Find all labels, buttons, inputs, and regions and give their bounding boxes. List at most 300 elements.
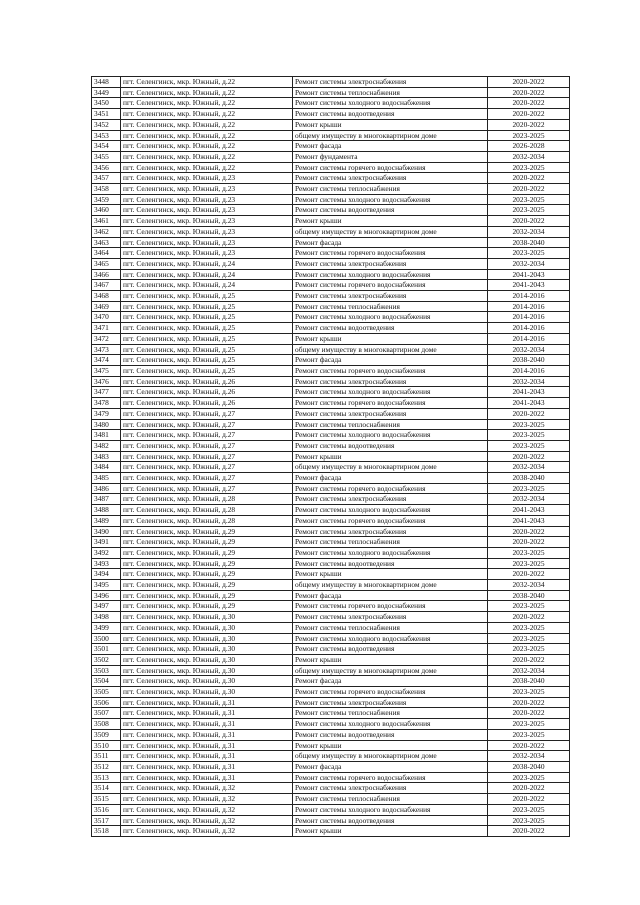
work-type-cell: Ремонт крыши (293, 119, 488, 130)
period-cell: 2014-2016 (488, 291, 570, 302)
period-cell: 2026-2028 (488, 141, 570, 152)
table-row (92, 794, 570, 805)
period-cell: 2023-2025 (488, 430, 570, 441)
address-cell: пгт. Селенгинск, мкр. Южный, д.25 (121, 301, 293, 312)
table-row (92, 762, 570, 773)
period-cell: 2020-2022 (488, 216, 570, 227)
table-row (92, 151, 570, 162)
period-cell: 2023-2025 (488, 622, 570, 633)
period-cell: 2020-2022 (488, 537, 570, 548)
period-cell: 2032-2034 (488, 751, 570, 762)
table-row (92, 194, 570, 205)
table-row (92, 783, 570, 794)
row-number: 3485 (92, 473, 121, 484)
row-number: 3498 (92, 612, 121, 623)
row-number: 3480 (92, 419, 121, 430)
work-type-cell: Ремонт системы теплоснабжения (293, 87, 488, 98)
period-cell: 2032-2034 (488, 151, 570, 162)
table-row (92, 323, 570, 334)
work-type-cell: Ремонт системы холодного водоснабжения (293, 387, 488, 398)
row-number: 3469 (92, 301, 121, 312)
row-number: 3486 (92, 483, 121, 494)
table-row (92, 654, 570, 665)
table-row (92, 301, 570, 312)
table-row (92, 612, 570, 623)
work-type-cell: Ремонт фасада (293, 237, 488, 248)
work-type-cell: Ремонт системы водоотведения (293, 644, 488, 655)
work-type-cell: Ремонт системы теплоснабжения (293, 301, 488, 312)
row-number: 3513 (92, 772, 121, 783)
table-row (92, 697, 570, 708)
period-cell: 2020-2022 (488, 451, 570, 462)
work-type-cell: Ремонт системы электроснабжения (293, 494, 488, 505)
table-row (92, 451, 570, 462)
work-type-cell: Ремонт фасада (293, 355, 488, 366)
row-number: 3473 (92, 344, 121, 355)
table-row (92, 547, 570, 558)
address-cell: пгт. Селенгинск, мкр. Южный, д.31 (121, 762, 293, 773)
work-type-cell: Ремонт системы электроснабжения (293, 612, 488, 623)
address-cell: пгт. Селенгинск, мкр. Южный, д.30 (121, 622, 293, 633)
address-cell: пгт. Селенгинск, мкр. Южный, д.28 (121, 494, 293, 505)
row-number: 3517 (92, 815, 121, 826)
work-type-cell: Ремонт системы водоотведения (293, 440, 488, 451)
address-cell: пгт. Селенгинск, мкр. Южный, д.29 (121, 526, 293, 537)
row-number: 3509 (92, 729, 121, 740)
row-number: 3512 (92, 762, 121, 773)
period-cell: 2020-2022 (488, 109, 570, 120)
table-body (92, 77, 570, 837)
table-row (92, 665, 570, 676)
table-row (92, 98, 570, 109)
table-row (92, 333, 570, 344)
row-number: 3471 (92, 323, 121, 334)
row-number: 3478 (92, 398, 121, 409)
period-cell: 2023-2025 (488, 772, 570, 783)
table-row (92, 644, 570, 655)
address-cell: пгт. Селенгинск, мкр. Южный, д.31 (121, 708, 293, 719)
address-cell: пгт. Селенгинск, мкр. Южный, д.27 (121, 419, 293, 430)
period-cell: 2032-2034 (488, 226, 570, 237)
work-type-cell: общему имуществу в многоквартирном доме (293, 226, 488, 237)
work-type-cell: Ремонт системы холодного водоснабжения (293, 98, 488, 109)
table-row (92, 162, 570, 173)
work-type-cell: Ремонт системы электроснабжения (293, 526, 488, 537)
period-cell: 2020-2022 (488, 740, 570, 751)
address-cell: пгт. Селенгинск, мкр. Южный, д.32 (121, 794, 293, 805)
period-cell: 2032-2034 (488, 462, 570, 473)
period-cell: 2023-2025 (488, 194, 570, 205)
table-row (92, 216, 570, 227)
period-cell: 2020-2022 (488, 697, 570, 708)
period-cell: 2014-2016 (488, 365, 570, 376)
row-number: 3496 (92, 590, 121, 601)
period-cell: 2020-2022 (488, 826, 570, 837)
period-cell: 2041-2043 (488, 387, 570, 398)
work-type-cell: Ремонт системы горячего водоснабжения (293, 248, 488, 259)
address-cell: пгт. Селенгинск, мкр. Южный, д.22 (121, 141, 293, 152)
row-number: 3514 (92, 783, 121, 794)
row-number: 3460 (92, 205, 121, 216)
address-cell: пгт. Селенгинск, мкр. Южный, д.30 (121, 676, 293, 687)
period-cell: 2023-2025 (488, 483, 570, 494)
row-number: 3487 (92, 494, 121, 505)
address-cell: пгт. Селенгинск, мкр. Южный, д.27 (121, 451, 293, 462)
row-number: 3449 (92, 87, 121, 98)
address-cell: пгт. Селенгинск, мкр. Южный, д.30 (121, 633, 293, 644)
work-type-cell: Ремонт системы холодного водоснабжения (293, 719, 488, 730)
period-cell: 2020-2022 (488, 794, 570, 805)
row-number: 3457 (92, 173, 121, 184)
period-cell: 2023-2025 (488, 419, 570, 430)
work-type-cell: Ремонт системы теплоснабжения (293, 419, 488, 430)
table-row (92, 676, 570, 687)
row-number: 3467 (92, 280, 121, 291)
table-row (92, 398, 570, 409)
address-cell: пгт. Селенгинск, мкр. Южный, д.23 (121, 194, 293, 205)
work-type-cell: Ремонт системы горячего водоснабжения (293, 515, 488, 526)
period-cell: 2020-2022 (488, 526, 570, 537)
table-row (92, 141, 570, 152)
table-row (92, 87, 570, 98)
work-type-cell: Ремонт системы теплоснабжения (293, 537, 488, 548)
table-row (92, 473, 570, 484)
work-type-cell: Ремонт системы водоотведения (293, 729, 488, 740)
period-cell: 2032-2034 (488, 344, 570, 355)
work-type-cell: общему имуществу в многоквартирном доме (293, 665, 488, 676)
work-type-cell: общему имуществу в многоквартирном доме (293, 462, 488, 473)
period-cell: 2038-2040 (488, 355, 570, 366)
period-cell: 2038-2040 (488, 676, 570, 687)
table-row (92, 687, 570, 698)
period-cell: 2032-2034 (488, 376, 570, 387)
period-cell: 2020-2022 (488, 783, 570, 794)
table-row (92, 772, 570, 783)
address-cell: пгт. Селенгинск, мкр. Южный, д.24 (121, 258, 293, 269)
table-row (92, 355, 570, 366)
row-number: 3455 (92, 151, 121, 162)
work-type-cell: Ремонт крыши (293, 654, 488, 665)
row-number: 3451 (92, 109, 121, 120)
row-number: 3516 (92, 804, 121, 815)
period-cell: 2023-2025 (488, 687, 570, 698)
work-type-cell: Ремонт системы горячего водоснабжения (293, 365, 488, 376)
work-type-cell: Ремонт системы холодного водоснабжения (293, 804, 488, 815)
address-cell: пгт. Селенгинск, мкр. Южный, д.31 (121, 740, 293, 751)
table-row (92, 622, 570, 633)
address-cell: пгт. Селенгинск, мкр. Южный, д.31 (121, 729, 293, 740)
work-type-cell: Ремонт системы холодного водоснабжения (293, 547, 488, 558)
period-cell: 2023-2025 (488, 440, 570, 451)
table-row (92, 376, 570, 387)
period-cell: 2020-2022 (488, 87, 570, 98)
row-number: 3500 (92, 633, 121, 644)
address-cell: пгт. Селенгинск, мкр. Южный, д.28 (121, 505, 293, 516)
table-row (92, 387, 570, 398)
row-number: 3476 (92, 376, 121, 387)
period-cell: 2023-2025 (488, 804, 570, 815)
table-row (92, 205, 570, 216)
address-cell: пгт. Селенгинск, мкр. Южный, д.23 (121, 226, 293, 237)
period-cell: 2032-2034 (488, 494, 570, 505)
address-cell: пгт. Селенгинск, мкр. Южный, д.29 (121, 537, 293, 548)
table-row (92, 580, 570, 591)
table-row (92, 719, 570, 730)
period-cell: 2032-2034 (488, 665, 570, 676)
table-row (92, 269, 570, 280)
work-type-cell: Ремонт системы холодного водоснабжения (293, 430, 488, 441)
table-row (92, 440, 570, 451)
table-row (92, 408, 570, 419)
row-number: 3474 (92, 355, 121, 366)
row-number: 3468 (92, 291, 121, 302)
period-cell: 2038-2040 (488, 473, 570, 484)
table-row (92, 184, 570, 195)
row-number: 3508 (92, 719, 121, 730)
address-cell: пгт. Селенгинск, мкр. Южный, д.32 (121, 815, 293, 826)
period-cell: 2023-2025 (488, 729, 570, 740)
table-row (92, 291, 570, 302)
table-row (92, 740, 570, 751)
row-number: 3462 (92, 226, 121, 237)
table-row (92, 569, 570, 580)
table-row (92, 77, 570, 88)
row-number: 3448 (92, 77, 121, 88)
work-type-cell: Ремонт фасада (293, 762, 488, 773)
period-cell: 2014-2016 (488, 301, 570, 312)
work-type-cell: Ремонт системы электроснабжения (293, 408, 488, 419)
table-row (92, 601, 570, 612)
address-cell: пгт. Селенгинск, мкр. Южный, д.27 (121, 473, 293, 484)
address-cell: пгт. Селенгинск, мкр. Южный, д.29 (121, 569, 293, 580)
period-cell: 2023-2025 (488, 130, 570, 141)
address-cell: пгт. Селенгинск, мкр. Южный, д.23 (121, 184, 293, 195)
row-number: 3475 (92, 365, 121, 376)
row-number: 3466 (92, 269, 121, 280)
address-cell: пгт. Селенгинск, мкр. Южный, д.25 (121, 365, 293, 376)
table-row (92, 237, 570, 248)
repair-schedule-table (91, 76, 570, 837)
table-row (92, 826, 570, 837)
work-type-cell: Ремонт крыши (293, 826, 488, 837)
row-number: 3470 (92, 312, 121, 323)
address-cell: пгт. Селенгинск, мкр. Южный, д.25 (121, 333, 293, 344)
table-row (92, 804, 570, 815)
address-cell: пгт. Селенгинск, мкр. Южный, д.32 (121, 826, 293, 837)
address-cell: пгт. Селенгинск, мкр. Южный, д.23 (121, 216, 293, 227)
address-cell: пгт. Селенгинск, мкр. Южный, д.24 (121, 280, 293, 291)
row-number: 3502 (92, 654, 121, 665)
row-number: 3479 (92, 408, 121, 419)
address-cell: пгт. Селенгинск, мкр. Южный, д.22 (121, 162, 293, 173)
address-cell: пгт. Селенгинск, мкр. Южный, д.22 (121, 109, 293, 120)
row-number: 3491 (92, 537, 121, 548)
period-cell: 2020-2022 (488, 708, 570, 719)
work-type-cell: Ремонт системы водоотведения (293, 558, 488, 569)
row-number: 3464 (92, 248, 121, 259)
row-number: 3501 (92, 644, 121, 655)
work-type-cell: Ремонт системы холодного водоснабжения (293, 505, 488, 516)
period-cell: 2020-2022 (488, 77, 570, 88)
work-type-cell: Ремонт системы электроснабжения (293, 173, 488, 184)
work-type-cell: Ремонт системы холодного водоснабжения (293, 269, 488, 280)
table-row (92, 280, 570, 291)
work-type-cell: Ремонт крыши (293, 740, 488, 751)
row-number: 3492 (92, 547, 121, 558)
table-row (92, 109, 570, 120)
row-number: 3454 (92, 141, 121, 152)
address-cell: пгт. Селенгинск, мкр. Южный, д.22 (121, 77, 293, 88)
address-cell: пгт. Селенгинск, мкр. Южный, д.23 (121, 173, 293, 184)
period-cell: 2020-2022 (488, 408, 570, 419)
row-number: 3458 (92, 184, 121, 195)
row-number: 3494 (92, 569, 121, 580)
table-row (92, 537, 570, 548)
period-cell: 2020-2022 (488, 612, 570, 623)
row-number: 3452 (92, 119, 121, 130)
row-number: 3484 (92, 462, 121, 473)
address-cell: пгт. Селенгинск, мкр. Южный, д.26 (121, 398, 293, 409)
period-cell: 2041-2043 (488, 280, 570, 291)
address-cell: пгт. Селенгинск, мкр. Южный, д.27 (121, 408, 293, 419)
address-cell: пгт. Селенгинск, мкр. Южный, д.25 (121, 312, 293, 323)
period-cell: 2023-2025 (488, 205, 570, 216)
address-cell: пгт. Селенгинск, мкр. Южный, д.28 (121, 515, 293, 526)
work-type-cell: Ремонт системы водоотведения (293, 815, 488, 826)
period-cell: 2023-2025 (488, 644, 570, 655)
row-number: 3515 (92, 794, 121, 805)
table-row (92, 494, 570, 505)
address-cell: пгт. Селенгинск, мкр. Южный, д.29 (121, 547, 293, 558)
period-cell: 2014-2016 (488, 333, 570, 344)
row-number: 3483 (92, 451, 121, 462)
period-cell: 2020-2022 (488, 654, 570, 665)
period-cell: 2020-2022 (488, 173, 570, 184)
work-type-cell: Ремонт крыши (293, 333, 488, 344)
work-type-cell: Ремонт системы электроснабжения (293, 77, 488, 88)
period-cell: 2023-2025 (488, 558, 570, 569)
address-cell: пгт. Селенгинск, мкр. Южный, д.29 (121, 558, 293, 569)
work-type-cell: Ремонт фасада (293, 473, 488, 484)
address-cell: пгт. Селенгинск, мкр. Южный, д.22 (121, 119, 293, 130)
table-row (92, 173, 570, 184)
row-number: 3497 (92, 601, 121, 612)
table-row (92, 815, 570, 826)
table-row (92, 558, 570, 569)
work-type-cell: Ремонт фасада (293, 590, 488, 601)
work-type-cell: Ремонт системы теплоснабжения (293, 794, 488, 805)
address-cell: пгт. Селенгинск, мкр. Южный, д.31 (121, 772, 293, 783)
period-cell: 2041-2043 (488, 398, 570, 409)
work-type-cell: Ремонт системы электроснабжения (293, 783, 488, 794)
row-number: 3499 (92, 622, 121, 633)
period-cell: 2032-2034 (488, 580, 570, 591)
address-cell: пгт. Селенгинск, мкр. Южный, д.29 (121, 580, 293, 591)
row-number: 3488 (92, 505, 121, 516)
work-type-cell: Ремонт системы электроснабжения (293, 376, 488, 387)
address-cell: пгт. Селенгинск, мкр. Южный, д.32 (121, 804, 293, 815)
period-cell: 2023-2025 (488, 633, 570, 644)
period-cell: 2038-2040 (488, 590, 570, 601)
period-cell: 2023-2025 (488, 162, 570, 173)
period-cell: 2014-2016 (488, 312, 570, 323)
period-cell: 2038-2040 (488, 237, 570, 248)
work-type-cell: Ремонт фасада (293, 676, 488, 687)
work-type-cell: Ремонт системы горячего водоснабжения (293, 483, 488, 494)
row-number: 3472 (92, 333, 121, 344)
work-type-cell: общему имуществу в многоквартирном доме (293, 580, 488, 591)
table-row (92, 226, 570, 237)
row-number: 3493 (92, 558, 121, 569)
work-type-cell: общему имуществу в многоквартирном доме (293, 130, 488, 141)
table-row (92, 462, 570, 473)
address-cell: пгт. Селенгинск, мкр. Южный, д.31 (121, 751, 293, 762)
address-cell: пгт. Селенгинск, мкр. Южный, д.23 (121, 237, 293, 248)
row-number: 3506 (92, 697, 121, 708)
work-type-cell: Ремонт системы горячего водоснабжения (293, 398, 488, 409)
row-number: 3459 (92, 194, 121, 205)
work-type-cell: Ремонт системы горячего водоснабжения (293, 772, 488, 783)
row-number: 3463 (92, 237, 121, 248)
work-type-cell: Ремонт системы холодного водоснабжения (293, 312, 488, 323)
table-row (92, 430, 570, 441)
table-row (92, 312, 570, 323)
address-cell: пгт. Селенгинск, мкр. Южный, д.31 (121, 719, 293, 730)
row-number: 3507 (92, 708, 121, 719)
period-cell: 2032-2034 (488, 258, 570, 269)
table-row (92, 258, 570, 269)
address-cell: пгт. Селенгинск, мкр. Южный, д.30 (121, 612, 293, 623)
work-type-cell: Ремонт системы электроснабжения (293, 258, 488, 269)
address-cell: пгт. Селенгинск, мкр. Южный, д.29 (121, 601, 293, 612)
address-cell: пгт. Селенгинск, мкр. Южный, д.30 (121, 665, 293, 676)
work-type-cell: Ремонт системы водоотведения (293, 323, 488, 334)
address-cell: пгт. Селенгинск, мкр. Южный, д.29 (121, 590, 293, 601)
address-cell: пгт. Селенгинск, мкр. Южный, д.30 (121, 644, 293, 655)
work-type-cell: Ремонт системы горячего водоснабжения (293, 162, 488, 173)
work-type-cell: Ремонт системы электроснабжения (293, 291, 488, 302)
address-cell: пгт. Селенгинск, мкр. Южный, д.22 (121, 151, 293, 162)
address-cell: пгт. Селенгинск, мкр. Южный, д.27 (121, 430, 293, 441)
period-cell: 2023-2025 (488, 719, 570, 730)
period-cell: 2041-2043 (488, 515, 570, 526)
work-type-cell: Ремонт фундамента (293, 151, 488, 162)
work-type-cell: Ремонт системы электроснабжения (293, 697, 488, 708)
address-cell: пгт. Селенгинск, мкр. Южный, д.30 (121, 687, 293, 698)
address-cell: пгт. Селенгинск, мкр. Южный, д.26 (121, 376, 293, 387)
address-cell: пгт. Селенгинск, мкр. Южный, д.24 (121, 269, 293, 280)
work-type-cell: Ремонт системы водоотведения (293, 205, 488, 216)
table-row (92, 365, 570, 376)
address-cell: пгт. Селенгинск, мкр. Южный, д.31 (121, 697, 293, 708)
row-number: 3489 (92, 515, 121, 526)
table-row (92, 248, 570, 259)
address-cell: пгт. Селенгинск, мкр. Южный, д.23 (121, 248, 293, 259)
table-row (92, 708, 570, 719)
address-cell: пгт. Селенгинск, мкр. Южный, д.27 (121, 483, 293, 494)
table-row (92, 729, 570, 740)
table-row (92, 505, 570, 516)
row-number: 3495 (92, 580, 121, 591)
row-number: 3477 (92, 387, 121, 398)
work-type-cell: Ремонт системы теплоснабжения (293, 708, 488, 719)
row-number: 3518 (92, 826, 121, 837)
row-number: 3465 (92, 258, 121, 269)
work-type-cell: Ремонт крыши (293, 216, 488, 227)
work-type-cell: Ремонт крыши (293, 569, 488, 580)
address-cell: пгт. Селенгинск, мкр. Южный, д.22 (121, 87, 293, 98)
address-cell: пгт. Селенгинск, мкр. Южный, д.25 (121, 355, 293, 366)
